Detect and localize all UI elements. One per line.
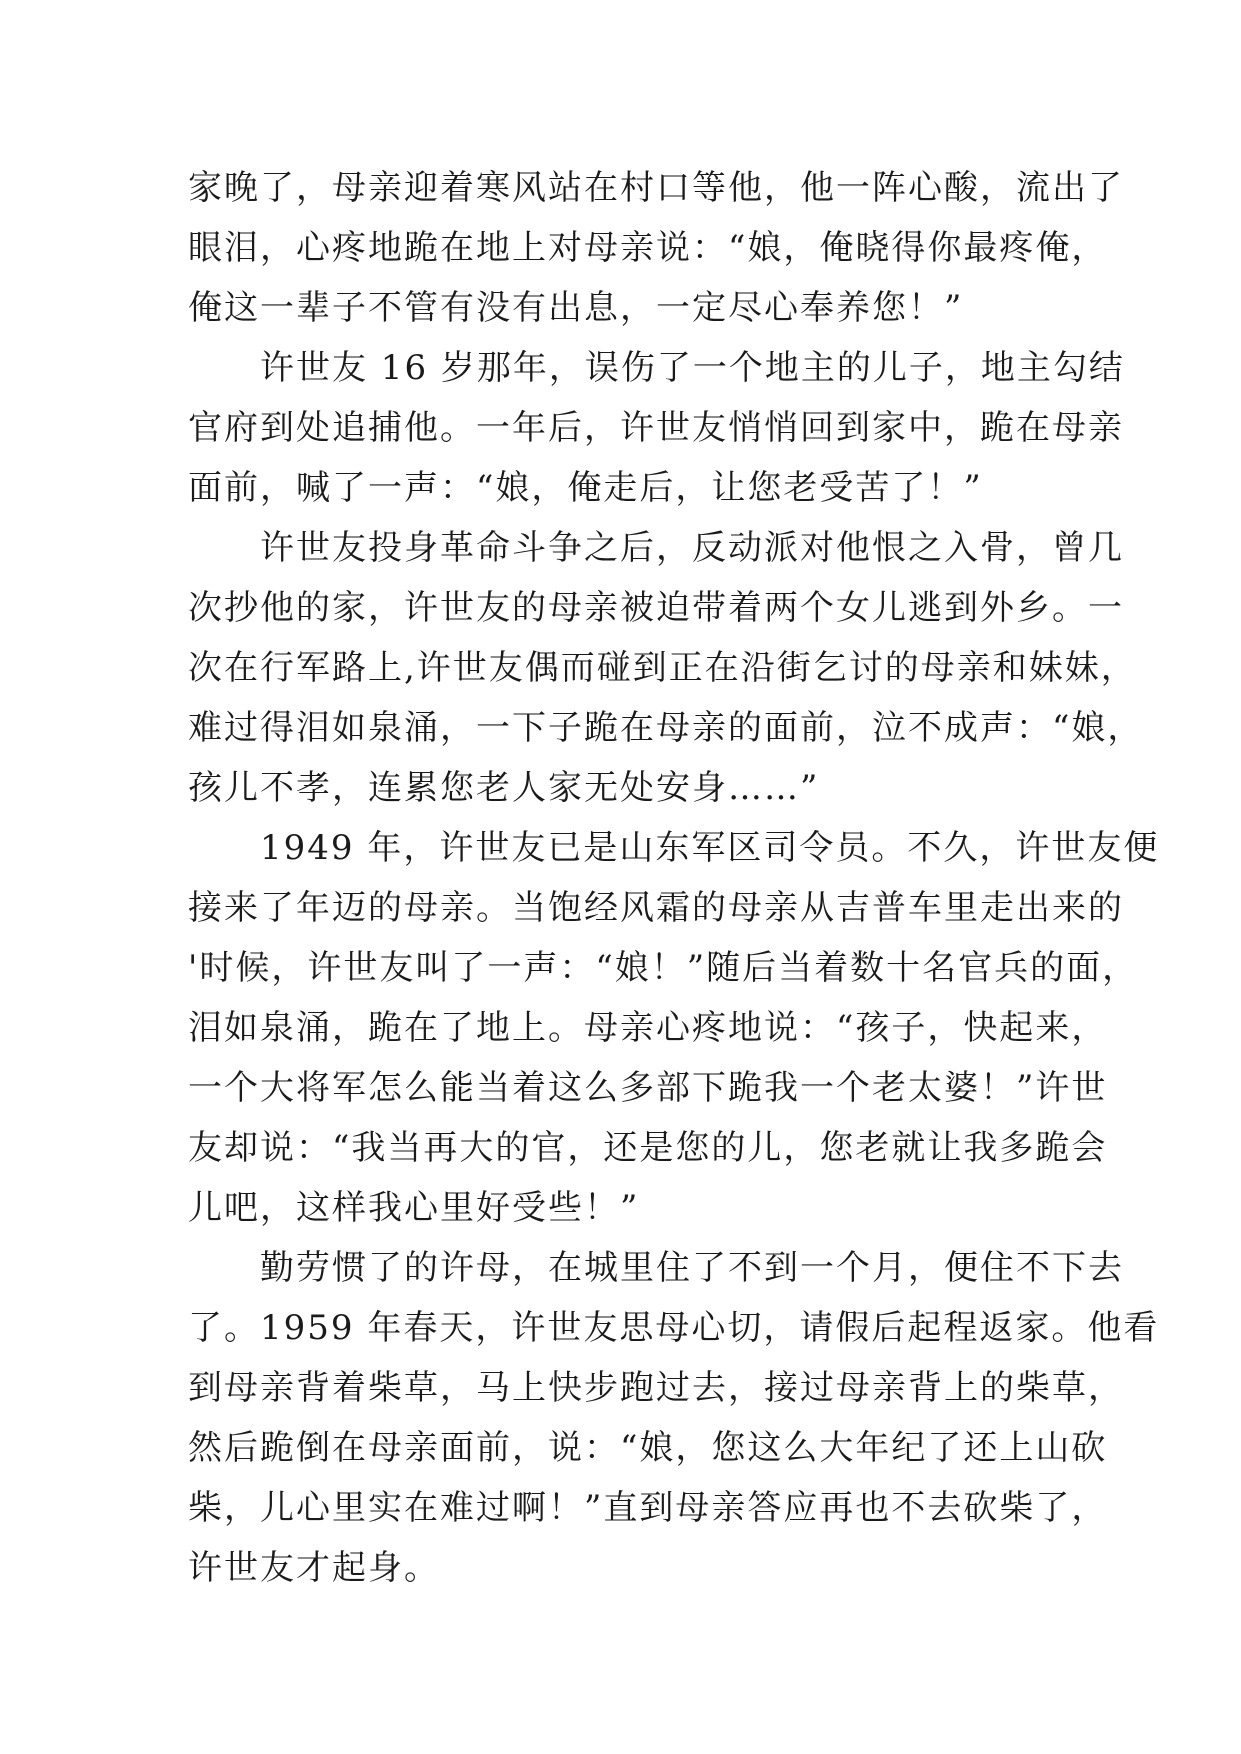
text-line: 官府到处追捕他。一年后，许世友悄悄回到家中，跪在母亲 [188, 408, 1124, 448]
text-line: 眼泪，心疼地跪在地上对母亲说：“娘，俺晓得你最疼俺， [188, 228, 1108, 268]
text-line: 次在行军路上,许世友偶而碰到正在沿街乞讨的母亲和妹妹， [188, 648, 1137, 688]
text-line: 俺这一辈子不管有没有出息，一定尽心奉养您！” [188, 288, 964, 328]
document-body [188, 158, 1160, 1598]
text-line: 孩儿不孝，连累您老人家无处安身……” [188, 768, 820, 808]
text-line: 然后跪倒在母亲面前，说：“娘，您这么大年纪了还上山砍 [188, 1428, 1108, 1468]
text-line: 次抄他的家，许世友的母亲被迫带着两个女儿逃到外乡。一 [188, 588, 1124, 628]
text-line: 了。1959 年春天，许世友思母心切，请假后起程返家。他看 [188, 1308, 1160, 1348]
text-line: 友却说：“我当再大的官，还是您的儿，您老就让我多跪会 [188, 1128, 1108, 1168]
text-line: 勤劳惯了的许母，在城里住了不到一个月，便住不下去 [260, 1248, 1124, 1288]
text-line: 到母亲背着柴草，马上快步跑过去，接过母亲背上的柴草， [188, 1368, 1124, 1408]
text-line: 面前，喊了一声：“娘，俺走后，让您老受苦了！” [188, 468, 983, 508]
text-line: 难过得泪如泉涌，一下子跪在母亲的面前，泣不成声：“娘， [188, 708, 1144, 748]
text-line: 儿吧，这样我心里好受些！” [188, 1188, 640, 1228]
text-line: '时候，许世友叫了一声：“娘！”随后当着数十名官兵的面， [188, 948, 1139, 988]
text-line: 许世友才起身。 [188, 1548, 440, 1588]
text-line: 一个大将军怎么能当着这么多部下跪我一个老太婆！”许世 [188, 1068, 1108, 1108]
text-line: 泪如泉涌，跪在了地上。母亲心疼地说：“孩子，快起来， [188, 1008, 1108, 1048]
text-line: 1949 年，许世友已是山东军区司令员。不久，许世友便 [260, 828, 1160, 868]
text-line: 许世友 16 岁那年，误伤了一个地主的儿子，地主勾结 [260, 348, 1125, 388]
text-line: 家晚了，母亲迎着寒风站在村口等他，他一阵心酸，流出了 [188, 168, 1124, 208]
text-line: 接来了年迈的母亲。当饱经风霜的母亲从吉普车里走出来的 [188, 888, 1124, 928]
text-line: 许世友投身革命斗争之后，反动派对他恨之入骨，曾几 [260, 528, 1124, 568]
text-line: 柴，儿心里实在难过啊！”直到母亲答应再也不去砍柴了， [188, 1488, 1108, 1528]
